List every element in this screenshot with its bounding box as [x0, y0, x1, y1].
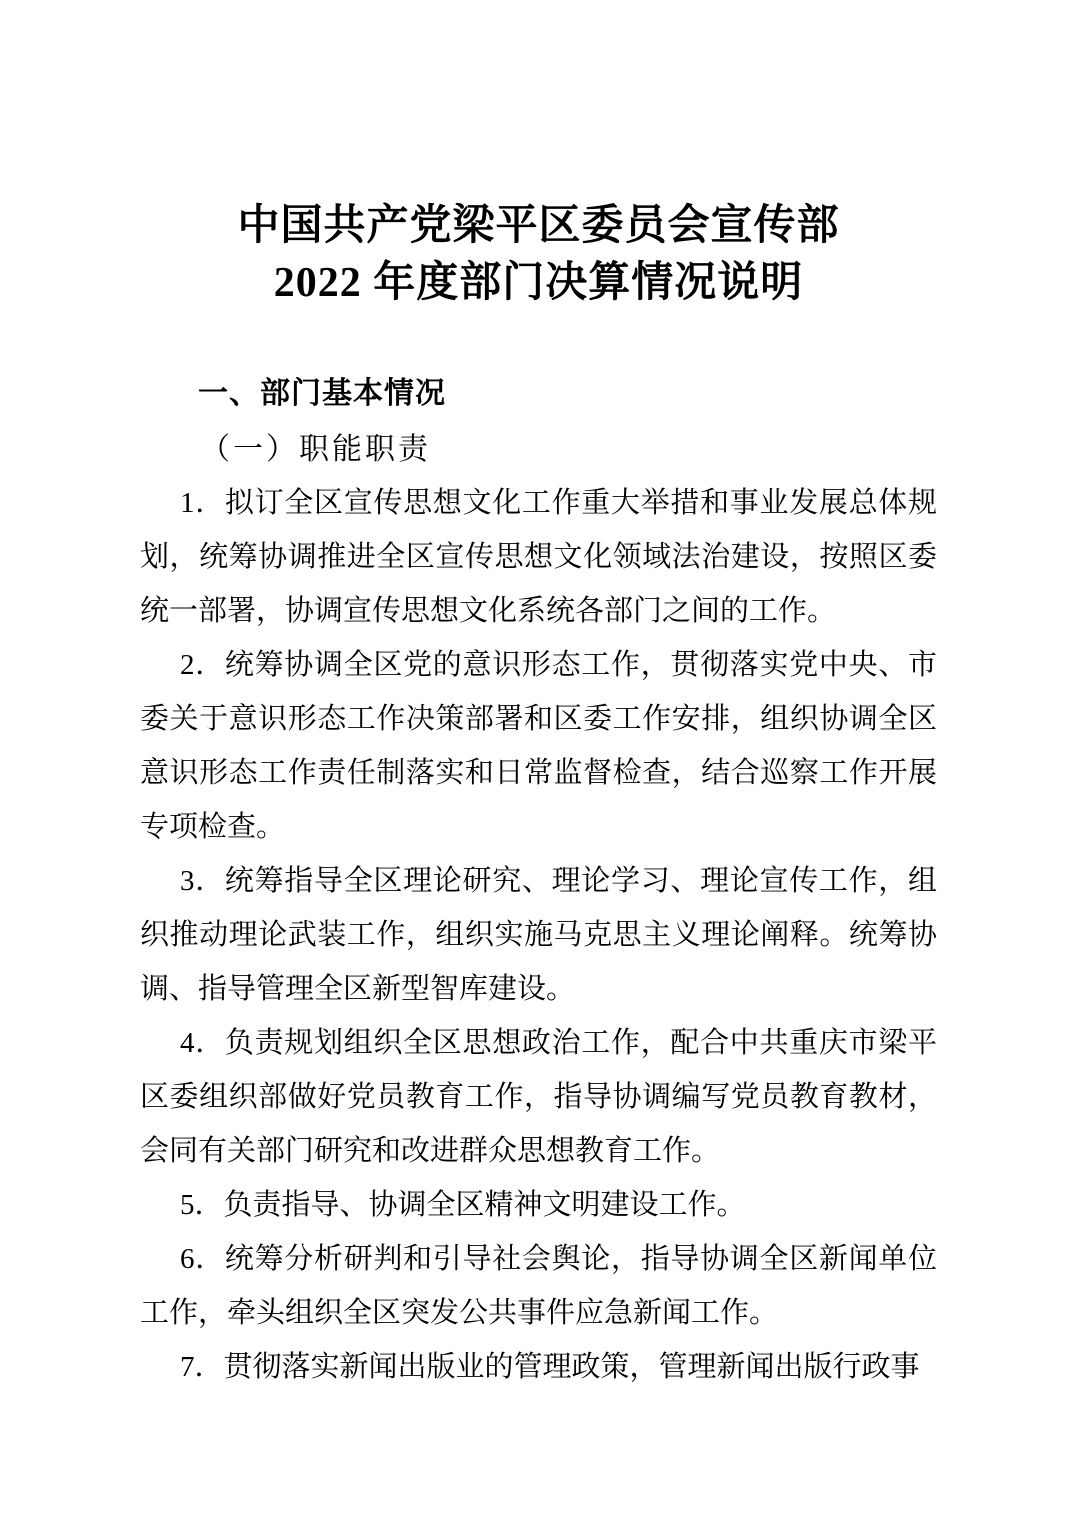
paragraph-3: 3．统筹指导全区理论研究、理论学习、理论宣传工作，组织推动理论武装工作，组织实施马克思主义理论阐释。统筹协调、指导管理全区新型智库建设。: [140, 865, 937, 1005]
document-title-line1: 中国共产党梁平区委员会宣传部: [237, 203, 840, 249]
document-content: [140, 0, 937, 1394]
document-title: [140, 198, 937, 312]
section-heading: 一、部门基本情况: [198, 377, 446, 410]
paragraph-7: 7．贯彻落实新闻出版业的管理政策，管理新闻出版行政事: [180, 1351, 920, 1383]
document-title-line2: 2022 年度部门决算情况说明: [273, 260, 804, 306]
paragraph-5: 5．负责指导、协调全区精神文明建设工作。: [180, 1189, 746, 1221]
paragraph-1: 1．拟订全区宣传思想文化工作重大举措和事业发展总体规划，统筹协调推进全区宣传思想文化领域法治建设，按照区委统一部署，协调宣传思想文化系统各部门之间的工作。: [140, 487, 937, 627]
document-body: [140, 476, 937, 1394]
paragraph-4: 4．负责规划组织全区思想政治工作，配合中共重庆市梁平区委组织部做好党员教育工作，指导协调编写党员教育教材，会同有关部门研究和改进群众思想教育工作。: [140, 1027, 937, 1167]
subsection-heading: （一）职能职责: [200, 433, 431, 466]
paragraph-6: 6．统筹分析研判和引导社会舆论，指导协调全区新闻单位工作，牵头组织全区突发公共事件应急新闻工作。: [140, 1243, 937, 1329]
paragraph-2: 2．统筹协调全区党的意识形态工作，贯彻落实党中央、市委关于意识形态工作决策部署和区委工作安排，组织协调全区意识形态工作责任制落实和日常监督检查，结合巡察工作开展专项检查。: [140, 649, 937, 843]
